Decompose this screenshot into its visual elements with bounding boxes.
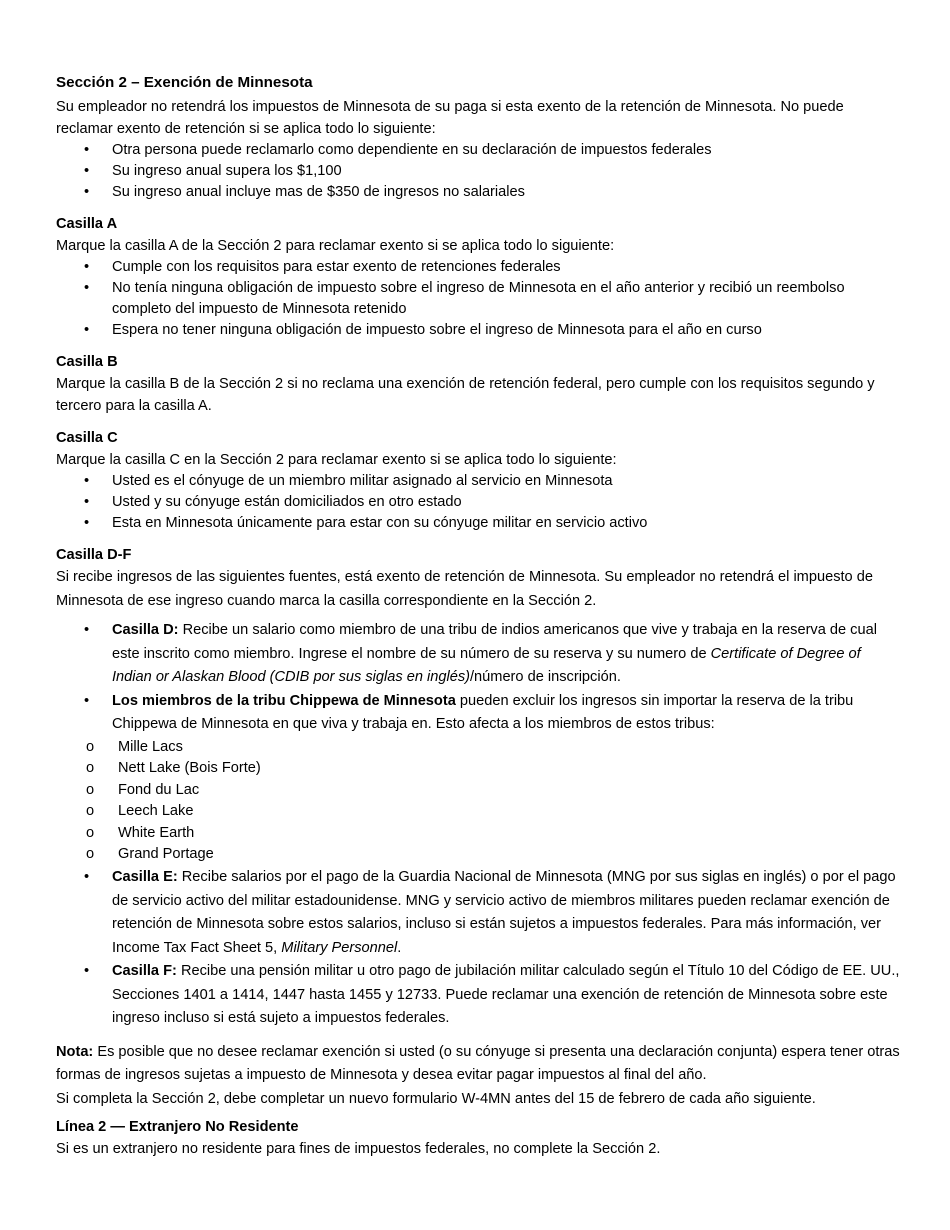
casilla-f-label: Casilla F:: [112, 963, 177, 980]
list-item: • Usted es el cónyuge de un miembro militar asignado al servicio en Minnesota: [56, 471, 902, 492]
casilla-e-text: Recibe salarios por el pago de la Guardia Nacional de Minnesota (MNG por sus siglas en inglés) o por el pago de servicio activo del militar estadounidense. MNG y servicio activo de miembros militares pueden reclamar exención de retención de Minnesota sobre estos salarios, incluso si están sujetos a impuestos federales. Para más información, ver Income Tax Fact Sheet 5,: [112, 869, 896, 956]
casilla-e-italic: Military Personnel: [281, 939, 398, 956]
linea-2: [56, 1116, 902, 1160]
casilla-e-item: [56, 866, 902, 960]
casilla-d-f-bullets: [56, 619, 902, 1031]
casilla-b-text: Marque la casilla B de la Sección 2 si no reclama una exención de retención federal, pero cumple con los requisitos segundo y tercero para la casilla A.: [56, 376, 875, 414]
chippewa-label: Los miembros de la tribu Chippewa de Minnesota: [112, 692, 456, 709]
casilla-e-tail: .: [397, 939, 402, 956]
casilla-c-title: Casilla C: [56, 430, 118, 446]
tribe-list: [56, 737, 902, 867]
casilla-d-f: [56, 544, 902, 1031]
list-item: • Esta en Minnesota únicamente para estar con su cónyuge militar en servicio activo: [56, 513, 902, 534]
section-2-title: Sección 2 – Exención de Minnesota: [56, 74, 313, 91]
list-item: • Otra persona puede reclamarlo como dependiente en su declaración de impuestos federales: [56, 140, 902, 161]
casilla-a-bullets: [56, 257, 902, 341]
tribe-item: o Mille Lacs: [56, 737, 902, 759]
casilla-c: [56, 427, 902, 534]
casilla-f-text: Recibe una pensión militar u otro pago de jubilación militar calculado según el Título 10 del Código de EE. UU., Secciones 1401 a 1414, 1447 hasta 1455 y 12733. Puede reclamar una exención de retención de Minnesota sobre este ingreso incluso si está sujeto a impuestos federales.: [112, 963, 900, 1027]
list-item: • Usted y su cónyuge están domiciliados en otro estado: [56, 492, 902, 513]
tribe-item: o Fond du Lac: [56, 780, 902, 802]
casilla-f-item: [56, 960, 902, 1031]
nota: [56, 1041, 902, 1110]
casilla-b-title: Casilla B: [56, 354, 118, 370]
casilla-d-text: Recibe un salario como miembro de una tribu de indios americanos que vive y trabaja en la reserva de cual este inscrito como miembro. Ingrese el nombre de su número de su reserva y su numero de: [112, 622, 877, 662]
casilla-d-item: [56, 619, 902, 690]
casilla-c-intro: Marque la casilla C en la Sección 2 para reclamar exento si se aplica todo lo siguiente:: [56, 452, 617, 468]
nota-paragraph: [56, 1041, 902, 1088]
casilla-a: [56, 213, 902, 341]
nota-line2: Si completa la Sección 2, debe completar un nuevo formulario W-4MN antes del 15 de febrero de cada año siguiente.: [56, 1090, 816, 1107]
casilla-d-tail: /número de inscripción.: [470, 669, 621, 685]
casilla-b: [56, 351, 902, 417]
tribe-item: o White Earth: [56, 823, 902, 845]
tribe-item: o Grand Portage: [56, 844, 902, 866]
casilla-a-intro: Marque la casilla A de la Sección 2 para reclamar exento si se aplica todo lo siguiente:: [56, 238, 615, 254]
document-page: [56, 72, 902, 1160]
chippewa-text: pueden excluir los ingresos sin importar la reserva de la tribu Chippewa de Minnesota en que viva y trabaja en. Esto afecta a los miembros de estos tribus:: [112, 692, 854, 732]
casilla-d-label: Casilla D:: [112, 622, 179, 638]
casilla-d-italic: Certificate of Degree of Indian or Alaskan Blood (CDIB por sus siglas en inglés): [112, 645, 861, 685]
casilla-c-bullets: [56, 471, 902, 534]
chippewa-item: [56, 690, 902, 867]
section-2-bullets: [56, 140, 902, 203]
nota-text: Es posible que no desee reclamar exención si usted (o su cónyuge si presenta una declaración conjunta) espera tener otras formas de ingresos sujetas a impuesto de Minnesota y desea evitar pagar impuestos al final del año.: [56, 1043, 900, 1084]
list-item: • Su ingreso anual incluye mas de $350 de ingresos no salariales: [56, 182, 902, 203]
list-item: • Cumple con los requisitos para estar exento de retenciones federales: [56, 257, 902, 278]
section-2: [56, 72, 902, 203]
tribe-item: o Nett Lake (Bois Forte): [56, 758, 902, 780]
tribe-item: o Leech Lake: [56, 801, 902, 823]
list-item: • Su ingreso anual supera los $1,100: [56, 161, 902, 182]
section-2-intro: Su empleador no retendrá los impuestos de Minnesota de su paga si esta exento de la retención de Minnesota. No puede reclamar exento de retención si se aplica todo lo siguiente:: [56, 99, 844, 137]
list-item: • Espera no tener ninguna obligación de impuesto sobre el ingreso de Minnesota para el año en curso: [56, 320, 902, 341]
casilla-d-f-title: Casilla D-F: [56, 547, 132, 563]
nota-label: Nota:: [56, 1043, 94, 1060]
casilla-d-f-intro: Si recibe ingresos de las siguientes fuentes, está exento de retención de Minnesota. Su empleador no retendrá el impuesto de Minnesota de ese ingreso cuando marca la casilla correspondiente en la Sección 2.: [56, 569, 873, 609]
casilla-e-label: Casilla E:: [112, 869, 178, 886]
linea-2-text: Si es un extranjero no residente para fines de impuestos federales, no complete la Sección 2.: [56, 1140, 661, 1157]
list-item: • No tenía ninguna obligación de impuesto sobre el ingreso de Minnesota en el año anterior y recibió un reembolso completo del impuesto de Minnesota retenido: [56, 278, 902, 320]
linea-2-title: Línea 2 — Extranjero No Residente: [56, 1118, 299, 1135]
casilla-a-title: Casilla A: [56, 216, 118, 232]
